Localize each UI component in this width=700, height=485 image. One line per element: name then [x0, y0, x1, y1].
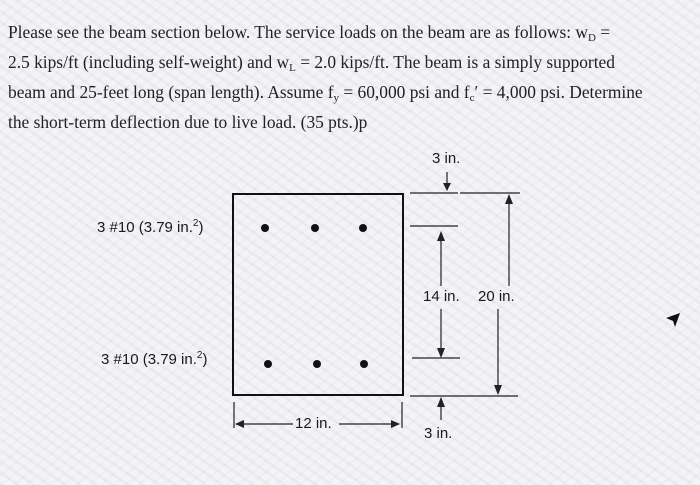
cover-top-arrowhead: [443, 183, 451, 191]
problem-line-4: the short-term deflection due to live load. (35 pts.)p: [8, 112, 368, 132]
problem-line-1: Please see the beam section below. The service loads on the beam are as follows: $w_D$ =: [8, 22, 611, 44]
cover-bottom-arrowhead: [437, 397, 445, 407]
width-dim-arrowhead: [235, 420, 244, 428]
problem-line-3: beam and 25-feet long (span length). Assume $f_y = 60,000$ psi and $f_c' = 4,000$ psi. Determine: [8, 82, 643, 104]
height-dim-arrowhead: [505, 194, 513, 204]
inner-dim-label: 14 in.: [423, 288, 460, 305]
top-rebar: [359, 224, 367, 232]
top-bars-label: 3 #10 (3.79 in.$^2$): [97, 218, 204, 236]
inner-dim-arrowhead: [437, 348, 445, 358]
bottom-bars-label: 3 #10 (3.79 in.$^2$): [101, 350, 208, 368]
inner-dim-arrowhead: [437, 231, 445, 241]
cover-top-label: 3 in.: [432, 150, 461, 167]
mouse-cursor-icon: [666, 313, 680, 327]
bottom-rebar: [313, 360, 321, 368]
cover-bottom-label: 3 in.: [424, 425, 453, 442]
top-rebar: [261, 224, 269, 232]
bottom-rebar: [264, 360, 272, 368]
width-dim-arrowhead: [391, 420, 400, 428]
problem-line-2: 2.5 kips/ft (including self-weight) and $w_L = 2.0$ kips/ft. The beam is a simply supported: [8, 52, 615, 74]
top-rebar: [311, 224, 319, 232]
bottom-rebar: [360, 360, 368, 368]
height-dim-arrowhead: [494, 385, 502, 395]
height-dim-label: 20 in.: [478, 288, 515, 305]
width-dim-label: 12 in.: [295, 415, 332, 432]
